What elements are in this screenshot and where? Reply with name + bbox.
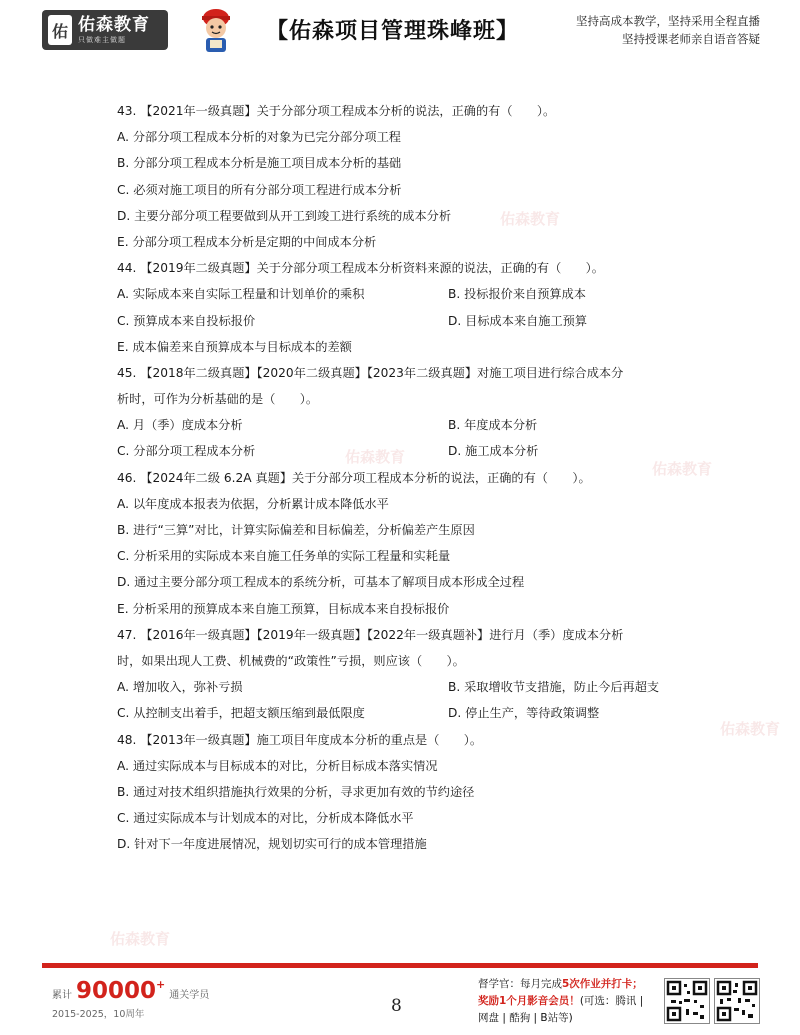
- answer-option: D. 目标成本来自施工预算: [448, 313, 588, 328]
- watermark: 佑森教育: [652, 460, 713, 478]
- answer-option: C. 分析采用的实际成本来自施工任务单的实际工程量和实耗量: [117, 549, 451, 564]
- option-row: [117, 412, 697, 438]
- question-stem: 43. 【2021年一级真题】关于分部分项工程成本分析的说法，正确的有（ ）。: [117, 104, 556, 118]
- answer-option: D. 通过主要分部分项工程成本的系统分析，可基本了解项目成本形成全过程: [117, 575, 525, 590]
- option-row: [117, 438, 697, 464]
- option-row: [117, 308, 697, 334]
- logo-subtitle: 只做难主做题: [78, 35, 126, 44]
- page-header: [0, 0, 800, 64]
- answer-option: B. 投标报价来自预算成本: [448, 287, 586, 302]
- answer-option: B. 通过对技术组织措施执行效果的分析，寻求更加有效的节约途径: [117, 784, 475, 799]
- answer-option: E. 成本偏差来自预算成本与目标成本的差额: [117, 339, 352, 354]
- footer-stats: [52, 978, 209, 1020]
- answer-option: D. 主要分部分项工程要做到从开工到竣工进行系统的成本分析: [117, 208, 452, 223]
- header-title: 【佑森项目管理珠峰班】: [266, 19, 520, 44]
- answer-option: B. 进行“三算”对比，计算实际偏差和目标偏差，分析偏差产生原因: [117, 523, 475, 537]
- answer-option: C. 必须对施工项目的所有分部分项工程进行成本分析: [117, 182, 402, 197]
- question-stem: 析时，可作为分析基础的是（ ）。: [117, 392, 319, 407]
- watermark: 佑森教育: [345, 448, 406, 466]
- question-stem: 47. 【2016年一级真题】【2019年一级真题】【2022年一级真题补】进行月（季）度成本分析: [117, 627, 624, 642]
- logo-mark-icon: 佑: [48, 15, 72, 45]
- stat-label: 累计: [52, 990, 72, 1001]
- option-row: [117, 281, 697, 307]
- answer-option: A. 通过实际成本与目标成本的对比，分析目标成本落实情况: [117, 758, 438, 773]
- watermark: 佑森教育: [110, 930, 171, 948]
- footer-years: 2015-2025，10周年: [52, 1009, 145, 1020]
- answer-option: C. 通过实际成本与计划成本的对比，分析成本降低水平: [117, 811, 414, 826]
- question-stem: 时，如果出现人工费、机械费的“政策性”亏损，则应该（ ）。: [117, 653, 465, 668]
- answer-option: C. 预算成本来自投标报价: [117, 313, 256, 328]
- question-stem: 48. 【2013年一级真题】施工项目年度成本分析的重点是（ ）。: [117, 732, 483, 747]
- qr-code-icon[interactable]: [664, 978, 710, 1024]
- logo-name: 佑森教育: [78, 14, 150, 35]
- supervisor-options: (可选：腾讯 |: [579, 995, 644, 1007]
- watermark: 佑森教育: [720, 720, 781, 738]
- question-stem: 46. 【2024年二级 6.2A 真题】关于分部分项工程成本分析的说法，正确的有（ ）。: [117, 470, 591, 485]
- slogan-line-2: 坚持授课老师亲自语音答疑: [622, 32, 760, 46]
- brand-logo: [42, 10, 168, 50]
- supervisor-note: [478, 976, 664, 1027]
- option-row: [117, 700, 697, 726]
- supervisor-highlight: 5次作业并打卡；: [562, 978, 643, 990]
- answer-option: C. 分部分项工程成本分析: [117, 444, 256, 459]
- answer-option: E. 分析采用的预算成本来自施工预算，目标成本来自投标报价: [117, 601, 450, 616]
- answer-option: A. 实际成本来自实际工程量和计划单价的乘积: [117, 287, 365, 302]
- qr-code-icon[interactable]: [714, 978, 760, 1024]
- answer-option: B. 采取增收节支措施，防止今后再超支: [448, 680, 660, 695]
- question-stem: 44. 【2019年二级真题】关于分部分项工程成本分析资料来源的说法，正确的有（ ）。: [117, 261, 604, 276]
- answer-option: A. 分部分项工程成本分析的对象为已完分部分项工程: [117, 130, 401, 145]
- supervisor-reward: 奖励1个月影音会员！: [478, 995, 580, 1007]
- watermark: 佑森教育: [500, 210, 561, 228]
- answer-option: D. 针对下一年度进展情况，规划切实可行的成本管理措施: [117, 837, 427, 852]
- stat-plus: +: [156, 978, 166, 991]
- option-row: [117, 674, 697, 700]
- answer-option: B. 分部分项工程成本分析是施工项目成本分析的基础: [117, 156, 402, 171]
- answer-option: A. 增加收入，弥补亏损: [117, 680, 243, 695]
- answer-option: B. 年度成本分析: [448, 418, 538, 433]
- header-slogan: [576, 12, 760, 48]
- mascot-icon: [196, 4, 236, 56]
- answer-option: C. 从控制支出着手，把超支额压缩到最低限度: [117, 706, 365, 721]
- answer-option: A. 月（季）度成本分析: [117, 418, 243, 433]
- footer-divider: [42, 963, 758, 968]
- slogan-line-1: 坚持高成本教学，坚持采用全程直播: [576, 14, 760, 28]
- stat-number: 90000: [76, 978, 157, 1004]
- answer-option: E. 分部分项工程成本分析是定期的中间成本分析: [117, 234, 377, 249]
- answer-option: D. 停止生产，等待政策调整: [448, 706, 600, 721]
- answer-option: D. 施工成本分析: [448, 444, 539, 459]
- page-number: 8: [391, 996, 402, 1016]
- supervisor-platforms: 网盘 | 酷狗 | B站等): [478, 1012, 573, 1024]
- question-stem: 45. 【2018年二级真题】【2020年二级真题】【2023年二级真题】对施工项目进行综合成本分: [117, 365, 624, 380]
- stat-unit: 通关学员: [169, 990, 210, 1001]
- question-list: [117, 98, 697, 857]
- answer-option: A. 以年度成本报表为依据，分析累计成本降低水平: [117, 496, 389, 511]
- supervisor-text: 督学官：每月完成: [478, 978, 562, 990]
